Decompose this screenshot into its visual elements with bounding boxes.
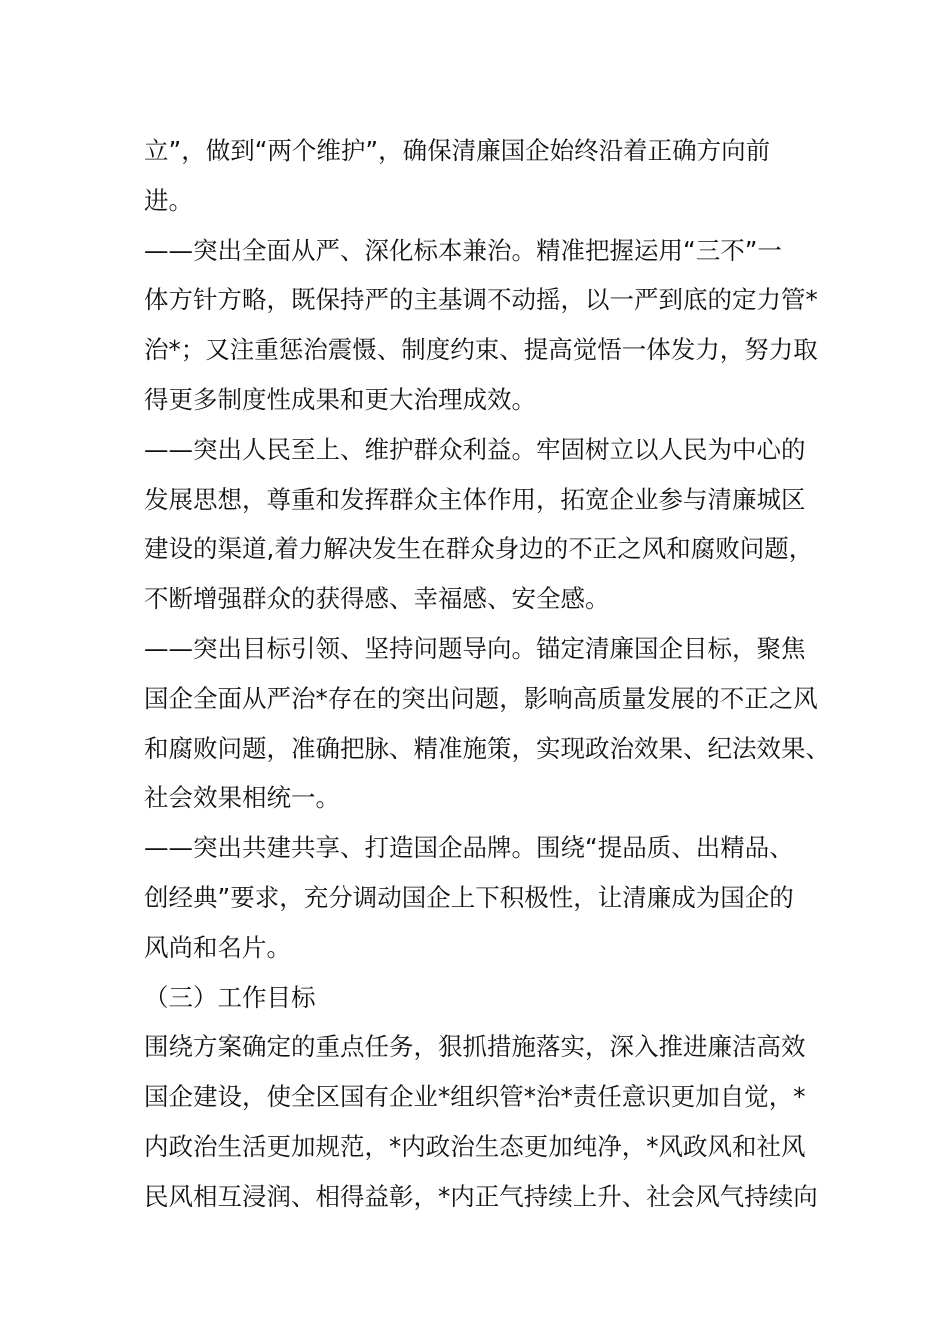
text-line: 不断增强群众的获得感、幸福感、安全感。 bbox=[144, 584, 610, 614]
text-line: 围绕方案确定的重点任务，狠抓措施落实，深入推进廉洁高效 bbox=[144, 1032, 806, 1062]
text-line: 风尚和名片。 bbox=[144, 932, 291, 962]
text-line: ——突出共建共享、打造国企品牌。围绕“提品质、出精品、 bbox=[144, 833, 794, 863]
text-line: 得更多制度性成果和更大治理成效。 bbox=[144, 384, 536, 414]
text-line: 体方针方略，既保持严的主基调不动摇，以一严到底的定力管* bbox=[144, 285, 818, 315]
text-line: 创经典”要求，充分调动国企上下积极性，让清廉成为国企的 bbox=[144, 882, 794, 912]
text-line: 国企全面从严治*存在的突出问题，影响高质量发展的不正之风 bbox=[144, 683, 818, 713]
text-line: 内政治生活更加规范，*内政治生态更加纯净，*风政风和社风 bbox=[144, 1131, 806, 1161]
text-line: 进。 bbox=[144, 185, 193, 215]
text-line: 和腐败问题，准确把脉、精准施策，实现政治效果、纪法效果、 bbox=[144, 733, 830, 763]
text-line: 社会效果相统一。 bbox=[144, 783, 340, 813]
text-line: 建设的渠道,着力解决发生在群众身边的不正之风和腐败问题， bbox=[144, 534, 814, 564]
text-line: ——突出人民至上、维护群众利益。牢固树立以人民为中心的 bbox=[144, 434, 806, 464]
text-line: 民风相互浸润、相得益彰，*内正气持续上升、社会风气持续向 bbox=[144, 1181, 818, 1211]
document-page bbox=[144, 126, 830, 1222]
text-line: ——突出全面从严、深化标本兼治。精准把握运用“三不”一 bbox=[144, 235, 782, 265]
text-line: 发展思想，尊重和发挥群众主体作用，拓宽企业参与清廉城区 bbox=[144, 484, 806, 514]
text-line: 立”，做到“两个维护”，确保清廉国企始终沿着正确方向前 bbox=[144, 136, 771, 165]
text-line: 治*；又注重惩治震慑、制度约束、提高觉悟一体发力，努力取 bbox=[144, 335, 818, 365]
section-heading: （三）工作目标 bbox=[144, 982, 316, 1012]
text-line: ——突出目标引领、坚持问题导向。锚定清廉国企目标，聚焦 bbox=[144, 633, 806, 663]
text-line: 国企建设，使全区国有企业*组织管*治*责任意识更加自觉，* bbox=[144, 1082, 806, 1112]
